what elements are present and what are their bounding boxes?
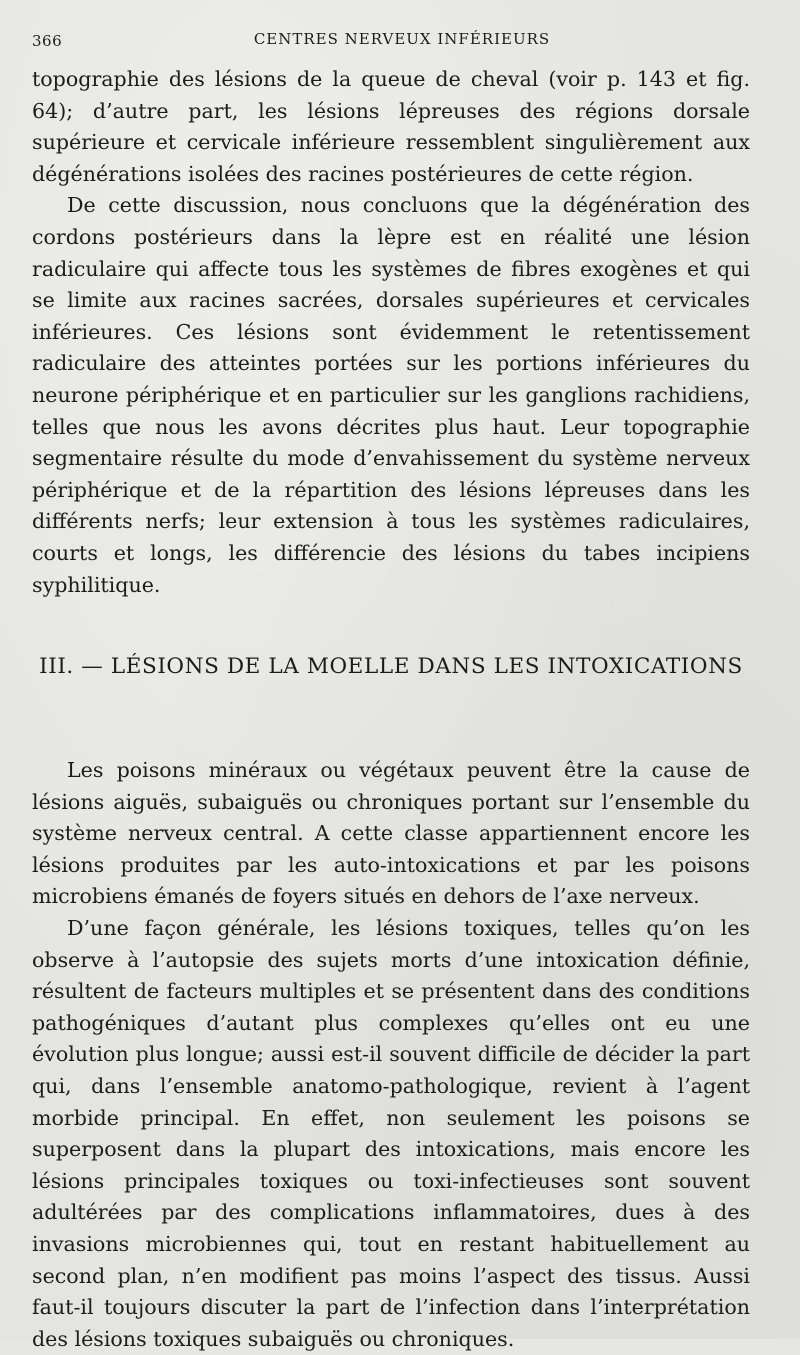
paragraph: De cette discussion, nous concluons que la dégénération des cordons postérieurs dans la lèpre est en réalité une lésion radiculaire qui affecte tous les systèmes de fibres exogènes et qui se limite aux racines sacrées, dorsales supérieures et cervicales inférieures. Ces lésions sont évidemment le retentissement radiculaire des atteintes portées sur les portions inférieures du neurone périphérique et en particulier sur les ganglions rachidiens, telles que nous les avons décrites plus haut. Leur topographie segmentaire résulte du mode d’envahissement du système nerveux périphérique et de la répartition des lésions lépreuses dans les différents nerfs; leur extension à tous les systèmes radiculaires, courts et longs, les différencie des lésions du tabes incipiens syphilitique.: [32, 193, 750, 597]
text-block-before-heading: [32, 64, 750, 601]
paragraph: D’une façon générale, les lésions toxiques, telles qu’on les observe à l’autopsie des sujets morts d’une intoxication définie, résultent de facteurs multiples et se présentent dans des conditions pathogéniques d’autant plus complexes qu’elles ont eu une évolution plus longue; aussi est-il souvent difficile de décider la part qui, dans l’ensemble anatomo-pathologique, revient à l’agent morbide principal. En effet, non seulement les poisons se superposent dans la plupart des intoxications, mais encore les lésions principales toxiques ou toxi-infectieuses sont souvent adultérées par des complications inflammatoires, dues à des invasions microbiennes qui, tout en restant habituellement au second plan, n’en modifient pas moins l’aspect des tissus. Aussi faut-il toujours discuter la part de l’infection dans l’interprétation des lésions toxiques subaiguës ou chroniques.: [32, 915, 750, 1351]
section-heading: III. — LÉSIONS DE LA MOELLE DANS LES INTOXICATIONS: [39, 654, 743, 679]
paragraph: topographie des lésions de la queue de cheval (voir p. 143 et fig. 64); d’autre part, les lésions lépreuses des régions dorsale supérieure et cervicale inférieure ressemblent singulièrement aux dégénérations isolées des racines postérieures de cette région.: [32, 67, 750, 186]
running-title: CENTRES NERVEUX INFÉRIEURS: [253, 30, 551, 48]
page-number: 366: [32, 32, 63, 50]
running-header: [32, 30, 772, 54]
paragraph: Les poisons minéraux ou végétaux peuvent être la cause de lésions aiguës, subaiguës ou chroniques portant sur l’ensemble du système nerveux central. A cette classe appartiennent encore les lésions produites par les auto-intoxications et par les poisons microbiens émanés de foyers situés en dehors de l’axe nerveux.: [32, 758, 750, 909]
text-block-after-heading: [32, 755, 750, 1355]
